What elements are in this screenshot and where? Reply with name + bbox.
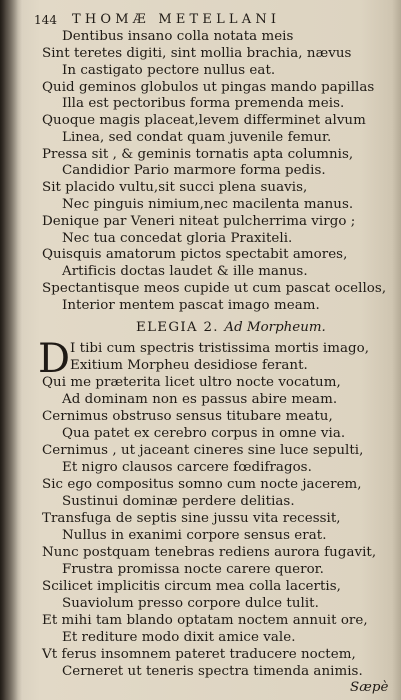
elegy-heading-title: Ad Morpheum. [224, 320, 326, 335]
verse-line: In castigato pectore nullus eat. [62, 63, 276, 78]
verse-line: Spectantisque meos cupide ut cum pascat ocellos, [42, 281, 387, 296]
catchword: Sæpè [350, 680, 389, 695]
verse-line: Vt ferus insomnem pateret traducere noctem, [42, 647, 356, 662]
verse-line: Cernimus , ut jaceant cineres sine luce sepulti, [42, 443, 364, 458]
verse-line: Et rediture modo dixit amice vale. [62, 630, 296, 645]
verse-line: Interior mentem pascat imago meam. [62, 298, 320, 313]
verse-line: Transfuga de septis sine jussu vita recessit, [42, 511, 341, 526]
verse-line: Pressa sit , & geminis tornatis apta columnis, [42, 147, 354, 162]
verse-line: Et nigro clausos carcere fœdifragos. [62, 460, 312, 475]
verse-line: Cerneret ut teneris spectra timenda animis. [62, 664, 363, 679]
verse-line: Exitium Morpheu desidiose ferant. [70, 358, 308, 373]
verse-line: Qua patet ex cerebro corpus in omne via. [62, 426, 346, 441]
verse-line: Nec pinguis nimium,nec macilenta manus. [62, 197, 354, 212]
verse-line: Linea, sed condat quam juvenile femur. [62, 130, 332, 145]
verse-line: Candidior Pario marmore forma pedis. [62, 163, 326, 178]
verse-line: Frustra promissa nocte carere queror. [62, 562, 324, 577]
verse-line: Dentibus insano colla notata meis [62, 29, 294, 44]
running-title: THOMÆ METELLANI [72, 12, 281, 27]
verse-line: Sint teretes digiti, sint mollia brachia, nævus [42, 46, 352, 61]
verse-line: Quoque magis placeat,levem differminet alvum [42, 113, 366, 128]
verse-line: Et mihi tam blando optatam noctem annuit ore, [42, 613, 368, 628]
verse-line: Qui me præterita licet ultro nocte vocatum, [42, 375, 341, 390]
page-number: 144 [34, 13, 58, 27]
verse-line: Nunc postquam tenebras rediens aurora fugavit, [42, 545, 377, 560]
verse-line: Sustinui dominæ perdere delitias. [62, 494, 295, 509]
verse-line: Sit placido vultu,sit succi plena suavis, [42, 180, 308, 195]
elegy-heading-number: ELEGIA 2. [136, 320, 219, 335]
verse-line: Scilicet implicitis circum mea colla lacertis, [42, 579, 341, 594]
verse-line: Sic ego compositus somno cum nocte jacerem, [42, 477, 362, 492]
verse-line: Illa est pectoribus forma premenda meis. [62, 96, 345, 111]
verse-line: Cernimus obstruso sensus titubare meatu, [42, 409, 333, 424]
verse-line: Artificis doctas laudet & ille manus. [62, 264, 308, 279]
verse-line: I tibi cum spectris tristissima mortis imago, [70, 341, 370, 356]
verse-line: Quid geminos globulos ut pingas mando papillas [42, 80, 375, 95]
verse-line: Denique par Veneri niteat pulcherrima virgo ; [42, 214, 356, 229]
elegy-heading [136, 320, 326, 336]
verse-line: Quisquis amatorum pictos spectabit amores, [42, 247, 348, 262]
verse-line: Suaviolum presso corpore dulce tulit. [62, 596, 319, 611]
drop-cap: D [38, 336, 71, 382]
verse-line: Nec tua concedat gloria Praxiteli. [62, 231, 293, 246]
verse-line: Nullus in exanimi corpore sensus erat. [62, 528, 327, 543]
verse-line: Ad dominam non es passus abire meam. [62, 392, 338, 407]
